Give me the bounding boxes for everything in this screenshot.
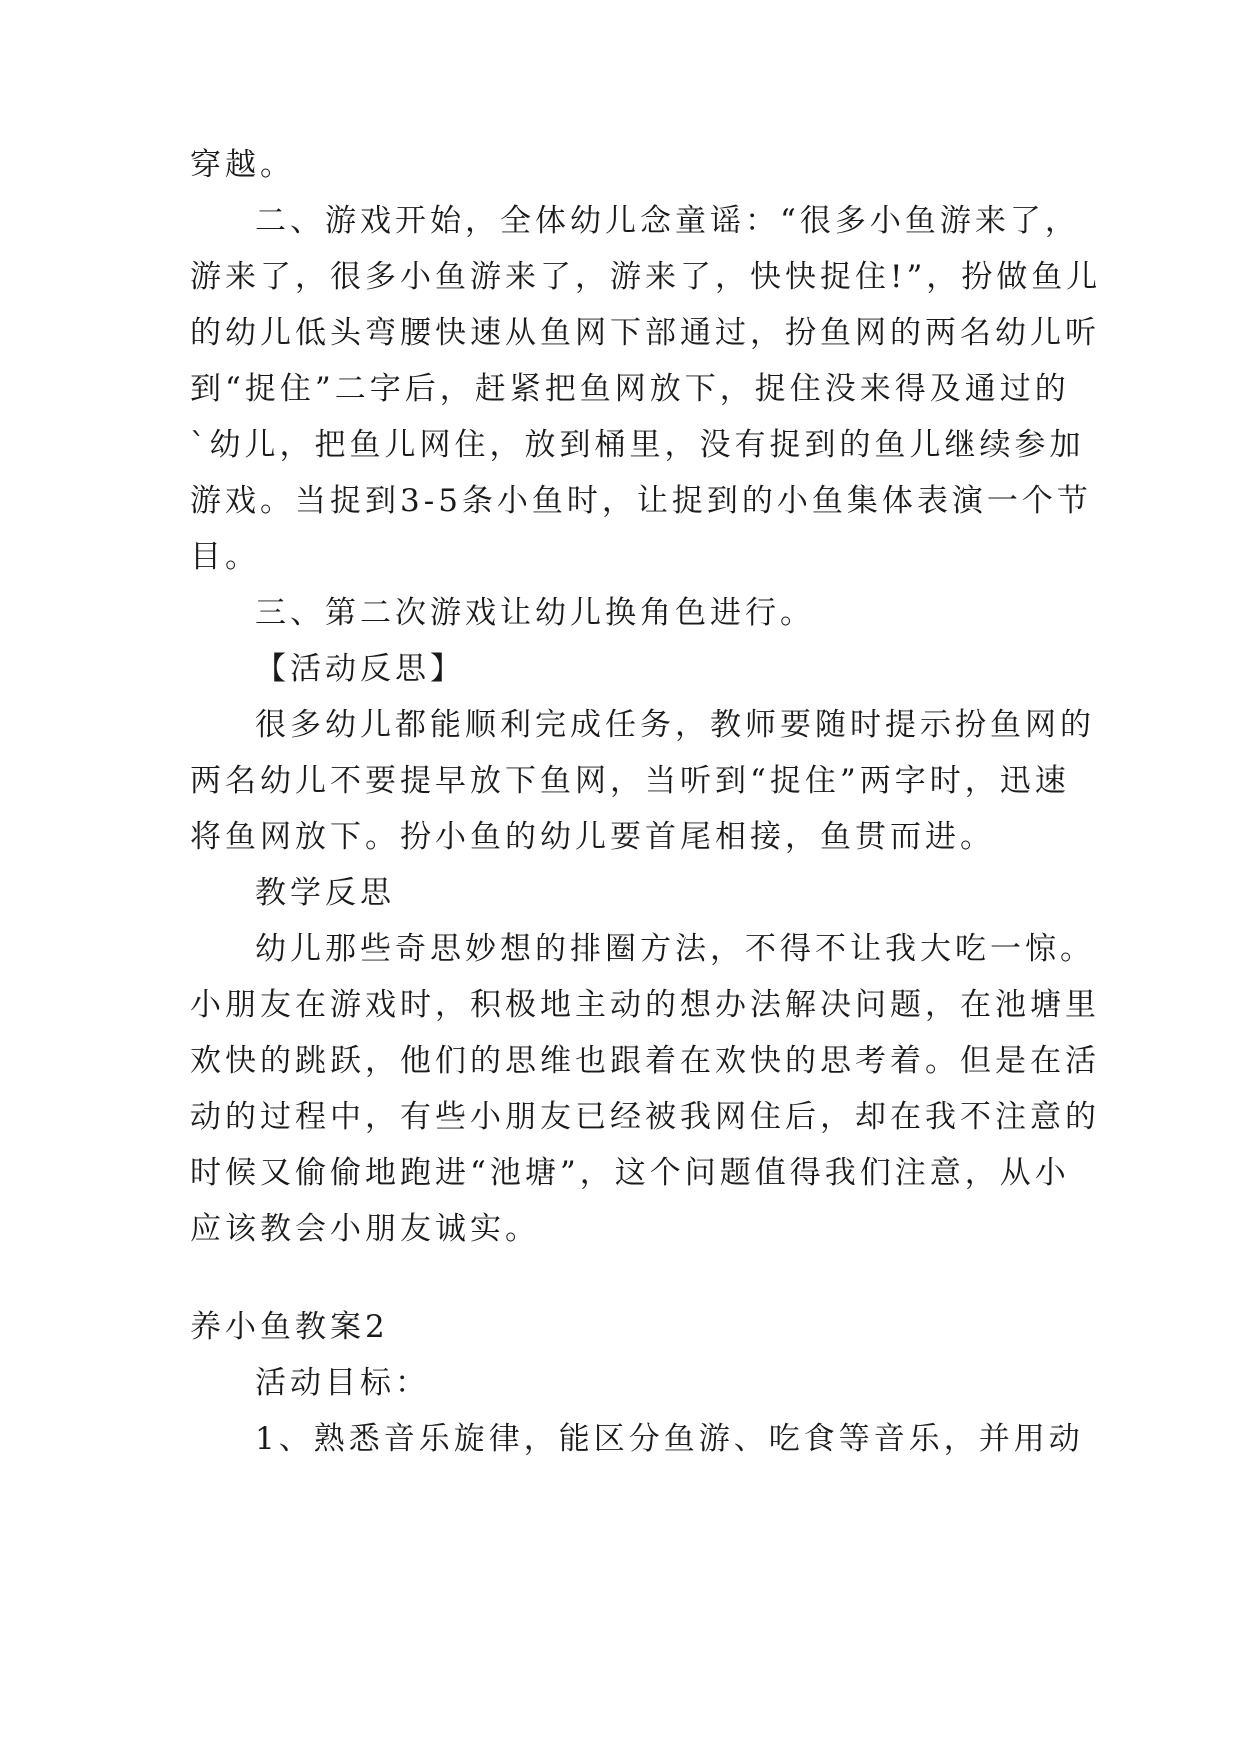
paragraph-line: 小朋友在游戏时，积极地主动的想办法解决问题，在池塘里 — [190, 987, 1100, 1023]
paragraph-line: 很多幼儿都能顺利完成任务，教师要随时提示扮鱼网的 — [255, 707, 1095, 743]
document-title: 养小鱼教案2 — [190, 1309, 389, 1345]
paragraph-line: 游戏。当捉到3-5条小鱼时，让捉到的小鱼集体表演一个节 — [190, 483, 1092, 519]
paragraph-line: 欢快的跳跃，他们的思维也跟着在欢快的思考着。但是在活 — [190, 1043, 1100, 1079]
paragraph-line: 目。 — [190, 539, 260, 575]
paragraph-line: 两名幼儿不要提早放下鱼网，当听到“捉住”两字时，迅速 — [190, 763, 1070, 799]
paragraph-line: 应该教会小朋友诚实。 — [190, 1211, 540, 1247]
paragraph-line: 将鱼网放下。扮小鱼的幼儿要首尾相接，鱼贯而进。 — [190, 819, 995, 855]
paragraph-line: 动的过程中，有些小朋友已经被我网住后，却在我不注意的 — [190, 1099, 1100, 1135]
paragraph-line: 幼儿那些奇思妙想的排圈方法，不得不让我大吃一惊。 — [255, 931, 1095, 967]
paragraph-line: 时候又偷偷地跑进“池塘”，这个问题值得我们注意，从小 — [190, 1155, 1070, 1191]
section-heading: 【活动反思】 — [255, 651, 465, 687]
paragraph-line: 到“捉住”二字后，赶紧把鱼网放下，捉住没来得及通过的 — [190, 371, 1070, 407]
paragraph-line: `幼儿，把鱼儿网住，放到桶里，没有捉到的鱼儿继续参加 — [190, 427, 1085, 463]
paragraph-line: 1、熟悉音乐旋律，能区分鱼游、吃食等音乐，并用动 — [255, 1421, 1084, 1457]
paragraph-line: 的幼儿低头弯腰快速从鱼网下部通过，扮鱼网的两名幼儿听 — [190, 315, 1100, 351]
paragraph-line: 二、游戏开始，全体幼儿念童谣：“很多小鱼游来了， — [255, 203, 1080, 239]
section-heading: 教学反思 — [255, 875, 395, 911]
paragraph-line: 三、第二次游戏让幼儿换角色进行。 — [255, 595, 815, 631]
paragraph-line: 游来了，很多小鱼游来了，游来了，快快捉住!”，扮做鱼儿 — [190, 259, 1102, 295]
section-heading: 活动目标： — [255, 1365, 430, 1401]
paragraph-line: 穿越。 — [190, 147, 295, 183]
